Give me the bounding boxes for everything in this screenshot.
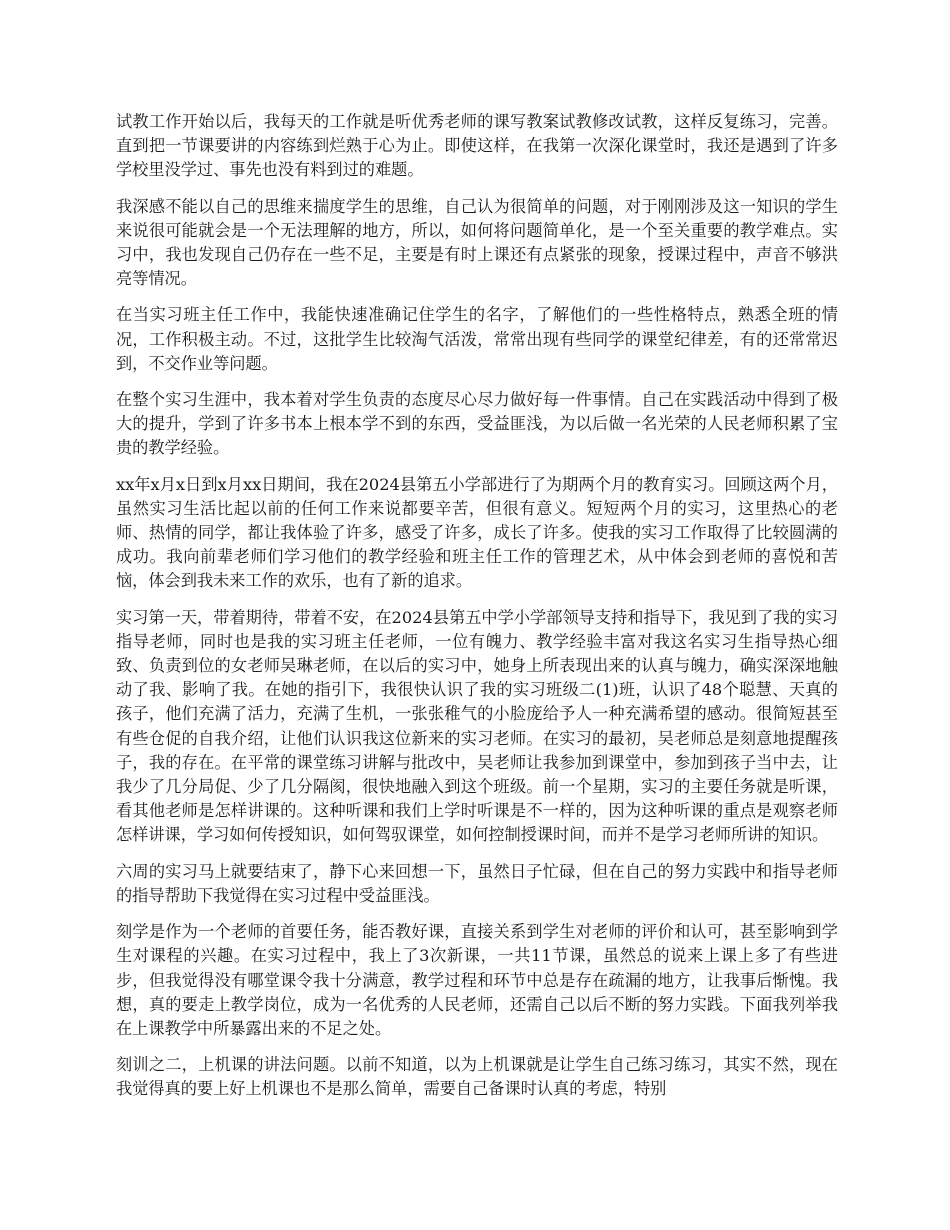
document-body (116, 110, 838, 1114)
paragraph-6: 实习第一天，带着期待，带着不安，在2024县第五中学小学部领导支持和指导下，我见到了我的实习指导老师，同时也是我的实习班主任老师，一位有魄力、教学经验丰富对我这名实习生指导热心细致、负责到位的女老师吴琳老师，在以后的实习中，她身上所表现出来的认真与魄力，确实深深地触动了我、影响了我。在她的指引下，我很快认识了我的实习班级二(1)班，认识了48个聪慧、天真的孩子，他们充满了活力，充满了生机，一张张稚气的小脸庞给予人一种充满希望的感动。很简短甚至有些仓促的自我介绍，让他们认识我这位新来的实习老师。在实习的最初，吴老师总是刻意地提醒孩子，我的存在。在平常的课堂练习讲解与批改中，吴老师让我参加到课堂中，参加到孩子当中去，让我少了几分局促、少了几分隔阂，很快地融入到这个班级。前一个星期，实习的主要任务就是听课，看其他老师是怎样讲课的。这种听课和我们上学时听课是不一样的，因为这种听课的重点是观察老师怎样讲课，学习如何传授知识，如何驾驭课堂，如何控制授课时间，而并不是学习老师所讲的知识。 (116, 607, 838, 845)
paragraph-7: 六周的实习马上就要结束了，静下心来回想一下，虽然日子忙碌，但在自己的努力实践中和指导老师的指导帮助下我觉得在实习过程中受益匪浅。 (116, 861, 838, 905)
paragraph-5: xx年x月x日到x月xx日期间，我在2024县第五小学部进行了为期两个月的教育实习。回顾这两个月，虽然实习生活比起以前的任何工作来说都要辛苦，但很有意义。短短两个月的实习，这里热心的老师、热情的同学，都让我体验了许多，感受了许多，成长了许多。使我的实习工作取得了比较圆满的成功。我向前辈老师们学习他们的教学经验和班主任工作的管理艺术，从中体会到老师的喜悦和苦恼，体会到我未来工作的欢乐，也有了新的追求。 (116, 474, 838, 591)
paragraph-4: 在整个实习生涯中，我本着对学生负责的态度尽心尽力做好每一件事情。自己在实践活动中得到了极大的提升，学到了许多书本上根本学不到的东西，受益匪浅，为以后做一名光荣的人民老师积累了宝贵的教学经验。 (116, 390, 838, 458)
paragraph-8: 刻学是作为一个老师的首要任务，能否教好课，直接关系到学生对老师的评价和认可，甚至影响到学生对课程的兴趣。在实习过程中，我上了3次新课，一共11节课，虽然总的说来上课上多了有些进步，但我觉得没有哪堂课令我十分满意，教学过程和环节中总是存在疏漏的地方，让我事后惭愧。我想，真的要走上教学岗位，成为一名优秀的人民老师，还需自己以后不断的努力实践。下面我列举我在上课教学中所暴露出来的不足之处。 (116, 922, 838, 1038)
paragraph-1: 试教工作开始以后，我每天的工作就是听优秀老师的课写教案试教修改试教，这样反复练习，完善。直到把一节课要讲的内容练到烂熟于心为止。即使这样，在我第一次深化课堂时，我还是遇到了许多学校里没学过、事先也没有料到过的难题。 (116, 112, 838, 180)
paragraph-3: 在当实习班主任工作中，我能快速准确记住学生的名字，了解他们的一些性格特点，熟悉全班的情况，工作积极主动。不过，这批学生比较淘气活泼，常常出现有些同学的课堂纪律差，有的还常常迟到，不交作业等问题。 (116, 305, 838, 373)
paragraph-2: 我深感不能以自己的思维来揣度学生的思维，自己认为很简单的问题，对于刚刚涉及这一知识的学生来说很可能就会是一个无法理解的地方，所以，如何将问题简单化，是一个至关重要的教学难点。实习中，我也发现自己仍存在一些不足，主要是有时上课还有点紧张的现象，授课过程中，声音不够洪亮等情况。 (116, 196, 838, 289)
paragraph-9: 刻训之二，上机课的讲法问题。以前不知道，以为上机课就是让学生自己练习练习，其实不然，现在我觉得真的要上好上机课也不是那么简单，需要自己备课时认真的考虑，特别 (116, 1055, 838, 1099)
